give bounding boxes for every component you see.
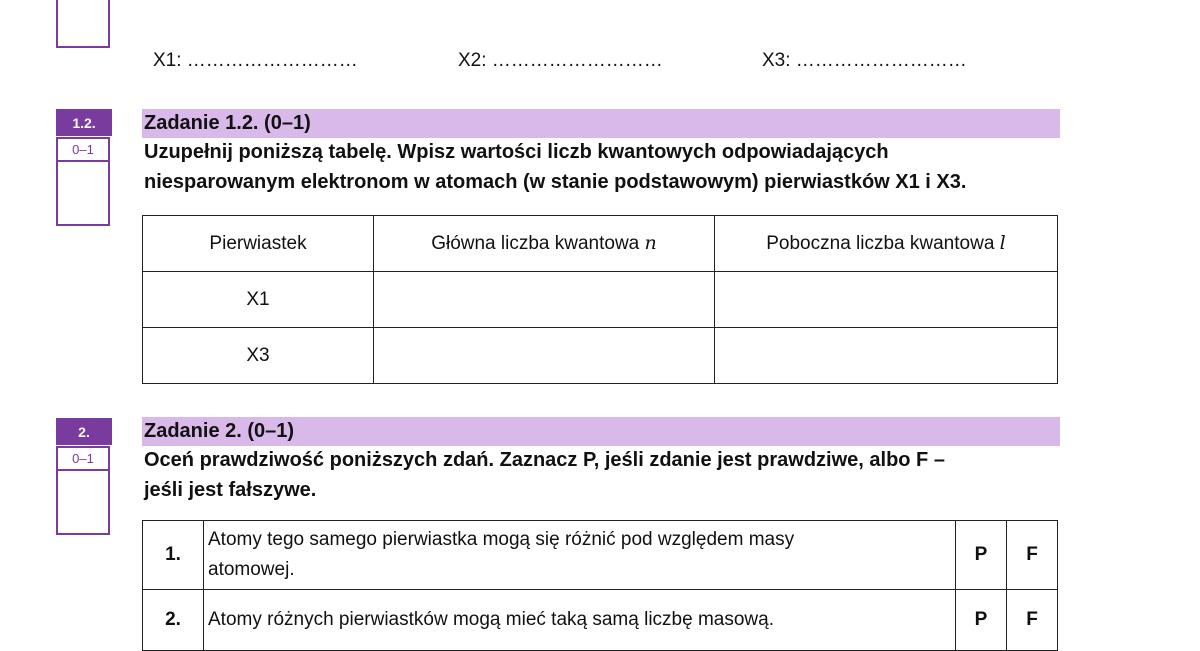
table-row [143,328,1058,384]
false-option[interactable]: F [1007,521,1058,590]
table-header-principal [374,216,715,272]
statement-row [143,590,1058,651]
answer-x2[interactable]: X2: ……………………… [458,50,663,71]
answer-cell-l[interactable] [715,328,1058,384]
task-number-badge: 1.2. [56,109,112,136]
element-cell: X1 [143,272,374,328]
statement-line: Atomy tego samego pierwiastka mogą się różnić pod względem masy [208,529,795,550]
task-title: Zadanie 1.2. (0–1) [142,109,1060,138]
instruction-line: jeśli jest fałszywe. [144,479,317,501]
answer-x1[interactable]: X1: ……………………… [153,50,358,71]
symbol-n: n [644,232,657,254]
answer-cell-n[interactable] [374,272,715,328]
element-cell: X3 [143,328,374,384]
statement-number: 1. [143,521,204,590]
true-option[interactable]: P [956,521,1007,590]
instruction-line: Oceń prawdziwość poniższych zdań. Zaznacz P, jeśli zdanie jest prawdziwe, albo F – [144,449,945,471]
statement-text [204,590,956,651]
table-header-element: Pierwiastek [143,216,374,272]
statement-line: Atomy różnych pierwiastków mogą mieć taką samą liczbę masową. [208,609,774,630]
task-number-badge: 2. [56,418,112,445]
header-text: Poboczna liczba kwantowa [766,233,1000,254]
symbol-l: l [999,232,1006,254]
statement-number: 2. [143,590,204,651]
score-box-previous[interactable] [56,0,110,48]
statement-line: atomowej. [208,559,295,580]
task-title: Zadanie 2. (0–1) [142,417,1060,446]
task-instruction [144,137,1074,197]
task-instruction [144,445,1074,505]
true-option[interactable]: P [956,590,1007,651]
statement-text [204,521,956,590]
header-text: Główna liczba kwantowa [431,233,645,254]
score-box[interactable] [56,471,110,535]
answer-x3[interactable]: X3: ……………………… [762,50,967,71]
task-points-badge: 0–1 [56,446,110,471]
instruction-line: Uzupełnij poniższą tabelę. Wpisz wartości liczb kwantowych odpowiadających [144,141,889,163]
true-false-table [142,520,1058,651]
task-points-badge: 0–1 [56,137,110,162]
score-box[interactable] [56,162,110,226]
statement-row [143,521,1058,590]
answer-cell-l[interactable] [715,272,1058,328]
false-option[interactable]: F [1007,590,1058,651]
answer-cell-n[interactable] [374,328,715,384]
table-row [143,272,1058,328]
quantum-numbers-table [142,215,1058,384]
table-header-azimuthal [715,216,1058,272]
instruction-line: niesparowanym elektronom w atomach (w stanie podstawowym) pierwiastków X1 i X3. [144,171,967,193]
